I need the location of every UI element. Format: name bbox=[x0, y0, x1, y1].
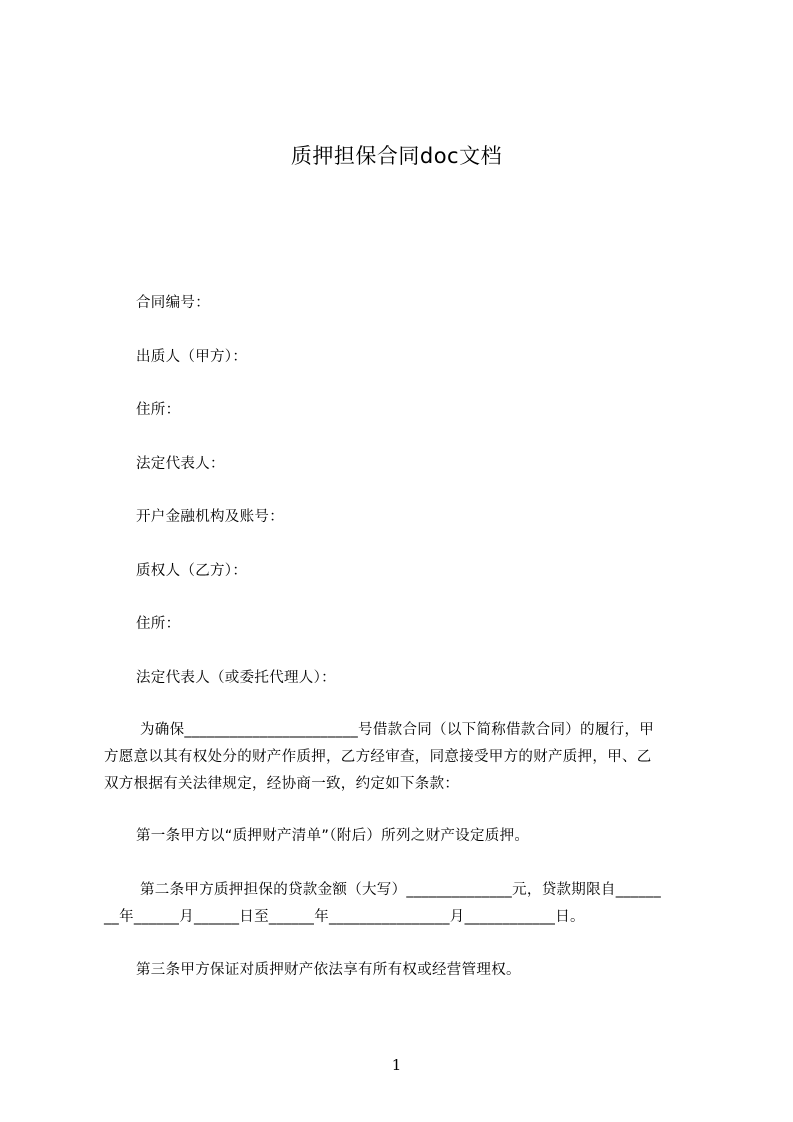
pledgor-legal-rep-label: 法定代表人： bbox=[136, 456, 225, 472]
page-number: 1 bbox=[391, 1056, 402, 1074]
article-2-line-2: __年______月______日至______年________________月____________日。 bbox=[104, 909, 585, 925]
article-3: 第三条甲方保证对质押财产依法享有所有权或经营管理权。 bbox=[136, 962, 521, 978]
contract-number-label: 合同编号： bbox=[136, 295, 210, 311]
pledgor-address-label: 住所： bbox=[136, 402, 181, 418]
document-title: 质押担保合同doc文档 bbox=[290, 144, 503, 168]
preamble-line-3: 双方根据有关法律规定，经协商一致，约定如下条款： bbox=[104, 776, 460, 792]
bank-account-label: 开户金融机构及账号： bbox=[136, 509, 284, 525]
article-2-line-1: 第二条甲方质押担保的贷款金额（大写）______________元，贷款期限自______ bbox=[140, 882, 661, 898]
preamble-line-2: 方愿意以其有权处分的财产作质押，乙方经审查，同意接受甲方的财产质押，甲、乙 bbox=[104, 749, 652, 765]
pledgee-label: 质权人（乙方）： bbox=[136, 563, 248, 579]
pledgee-legal-rep-label: 法定代表人（或委托代理人）： bbox=[136, 670, 336, 686]
article-1: 第一条甲方以“质押财产清单”（附后）所列之财产设定质押。 bbox=[136, 828, 530, 844]
preamble-line-1: 为确保_______________________号借款合同（以下简称借款合同）的履行，甲 bbox=[140, 722, 655, 738]
pledgee-address-label: 住所： bbox=[136, 616, 181, 632]
pledgor-label: 出质人（甲方）： bbox=[136, 349, 248, 365]
